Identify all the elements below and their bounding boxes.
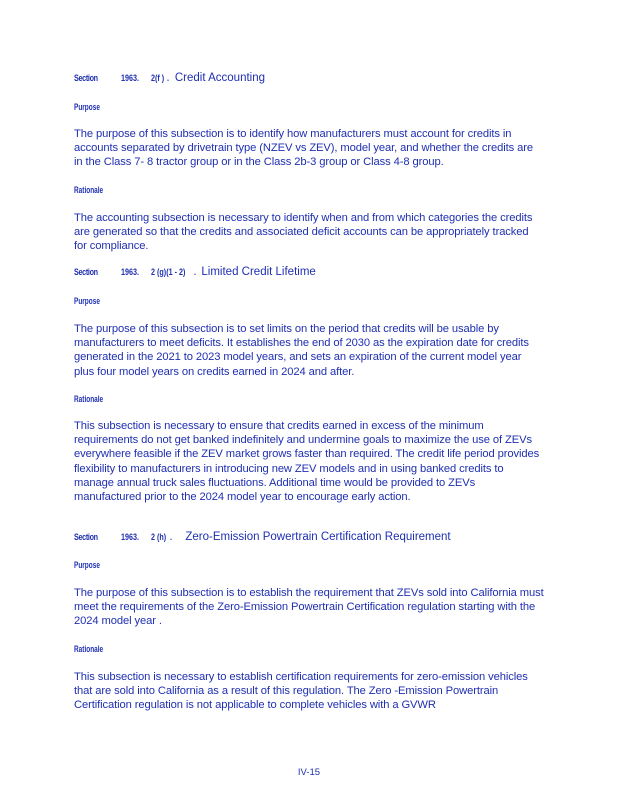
rationale-heading: Rationale bbox=[74, 644, 104, 654]
section-number: 1963. bbox=[120, 73, 139, 83]
section-title: Credit Accounting bbox=[174, 72, 266, 84]
rationale-paragraph: The accounting subsection is necessary to identify when and from which categories the credits are generated so that the credits and associated deficit accounts can be appropriately tracked for compliance. bbox=[74, 212, 533, 253]
section-separator: . bbox=[167, 73, 170, 83]
section-heading-limited-credit-lifetime bbox=[74, 266, 316, 278]
rationale-heading: Rationale bbox=[74, 185, 104, 195]
section-subsection: 2 (g)(1 - 2) bbox=[150, 267, 186, 277]
page-number: IV-15 bbox=[297, 767, 321, 778]
rationale-heading: Rationale bbox=[74, 394, 104, 404]
section-title: Zero-Emission Powertrain Certification Requirement bbox=[185, 531, 451, 543]
section-number: 1963. bbox=[120, 532, 139, 542]
section-separator: . bbox=[193, 267, 196, 277]
rationale-paragraph: This subsection is necessary to establish certification requirements for zero-emission vehicles that are sold into California as a result of this regulation. The Zero -Emission Powertrain Certification regulation is not applicable to complete vehicles with a GVWR bbox=[74, 671, 528, 712]
section-label: Section bbox=[74, 532, 98, 542]
section-subsection: 2(f ) bbox=[150, 73, 164, 83]
section-label: Section bbox=[74, 267, 98, 277]
section-title: Limited Credit Lifetime bbox=[201, 266, 316, 278]
purpose-paragraph: The purpose of this subsection is to establish the requirement that ZEVs sold into California must meet the requirements of the Zero-Emission Powertrain Certification regulation starting with the 2024 model year . bbox=[74, 587, 544, 628]
purpose-paragraph: The purpose of this subsection is to identify how manufacturers must account for credits in accounts separated by drivetrain type (NZEV vs ZEV), model year, and whether the credits are in the Class 7- 8 tractor group or in the Class 2b-3 group or Class 4-8 group. bbox=[74, 128, 534, 169]
section-heading-credit-accounting bbox=[74, 72, 265, 84]
section-separator: . bbox=[169, 532, 172, 542]
section-subsection: 2 (h) bbox=[150, 532, 166, 542]
section-label: Section bbox=[74, 73, 98, 83]
section-number: 1963. bbox=[120, 267, 139, 277]
rationale-paragraph: This subsection is necessary to ensure that credits earned in excess of the minimum requirements do not get banked indefinitely and undermine goals to maximize the use of ZEVs everywhere feasible if the ZEV market grows faster than required. The credit life period provides flexibility to manufacturers in introducing new ZEV models and in using banked credits to manage annual truck sales fluctuations. Additional time would be provided to ZEVs manufactured prior to the 2024 model year to encourage early action. bbox=[74, 420, 540, 504]
purpose-heading: Purpose bbox=[74, 102, 100, 112]
purpose-heading: Purpose bbox=[74, 560, 100, 570]
section-heading-zep-certification bbox=[74, 531, 451, 543]
purpose-paragraph: The purpose of this subsection is to set limits on the period that credits will be usable by manufacturers to meet deficits. It establishes the end of 2030 as the expiration date for credits generated in the 2021 to 2023 model years, and sets an expiration of the current model year plus four model years on credits earned in 2024 and after. bbox=[74, 323, 529, 378]
purpose-heading: Purpose bbox=[74, 296, 100, 306]
